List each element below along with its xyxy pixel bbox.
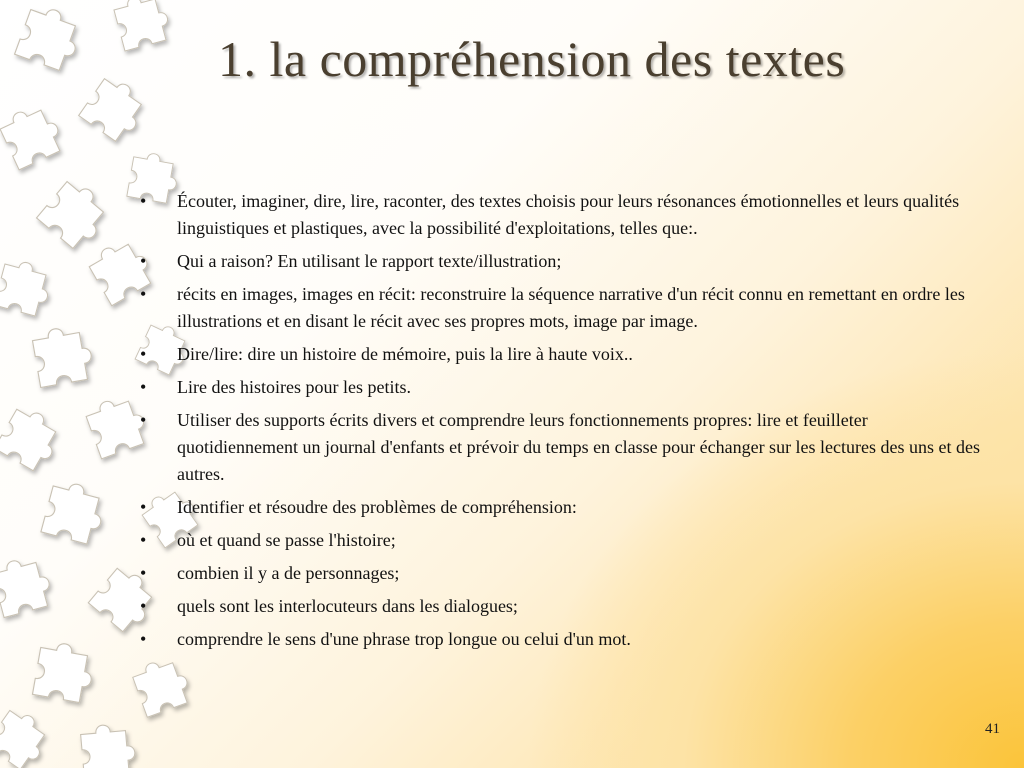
bullet-text: où et quand se passe l'histoire;	[177, 530, 396, 550]
bullet-item	[140, 188, 990, 242]
puzzle-piece-icon	[80, 723, 137, 768]
bullet-text: Lire des histoires pour les petits.	[177, 377, 411, 397]
bullet-icon: •	[140, 344, 147, 364]
slide-title: 1. la compréhension des textes	[218, 31, 846, 87]
bullet-item	[140, 281, 990, 335]
bullet-item	[140, 593, 990, 620]
puzzle-piece-icon	[0, 257, 55, 318]
bullet-icon: •	[140, 497, 147, 517]
puzzle-piece-icon	[31, 323, 95, 387]
bullet-icon: •	[140, 284, 147, 304]
puzzle-piece-icon	[37, 176, 115, 254]
bullet-text: Dire/lire: dire un histoire de mémoire, puis la lire à haute voix..	[177, 344, 633, 364]
bullet-item	[140, 494, 990, 521]
bullet-text: comprendre le sens d'une phrase trop longue ou celui d'un mot.	[177, 629, 631, 649]
bullet-text: Identifier et résoudre des problèmes de compréhension:	[177, 497, 577, 517]
puzzle-piece-icon	[79, 73, 152, 146]
bullet-item	[140, 374, 990, 401]
puzzle-piece-icon	[41, 478, 109, 546]
page-number: 41	[985, 721, 1000, 737]
bullet-text: combien il y a de personnages;	[177, 563, 400, 583]
puzzle-piece-icon	[0, 403, 66, 475]
puzzle-piece-icon	[0, 553, 55, 617]
puzzle-piece-icon	[15, 2, 86, 73]
bullet-icon: •	[140, 596, 147, 616]
bullet-text: Utiliser des supports écrits divers et comprendre leurs fonctionnements propres: lire et feuilleter quotidiennement un journal d'enfants et prévoir du temps en classe pour échanger sur les lectures des uns et des autres.	[177, 410, 981, 484]
puzzle-piece-icon	[0, 705, 54, 768]
puzzle-piece-icon	[32, 640, 96, 704]
puzzle-piece-icon	[130, 654, 193, 717]
bullet-item	[140, 248, 990, 275]
bullet-icon: •	[140, 410, 147, 430]
bullet-icon: •	[140, 563, 147, 583]
bullet-item	[140, 407, 990, 488]
bullet-item	[140, 527, 990, 554]
bullet-text: récits en images, images en récit: reconstruire la séquence narrative d'un récit connu en remettant en ordre les illustrations et en disant le récit avec ses propres mots, image par image.	[177, 284, 965, 331]
bullet-icon: •	[140, 629, 147, 649]
bullet-text: quels sont les interlocuteurs dans les dialogues;	[177, 596, 518, 616]
bullet-icon: •	[140, 191, 147, 211]
bullet-icon: •	[140, 251, 147, 271]
bullet-icon: •	[140, 530, 147, 550]
bullet-item	[140, 341, 990, 368]
bullet-text: Écouter, imaginer, dire, lire, raconter, des textes choisis pour leurs résonances émotionnelles et leurs qualités linguistiques et plastiques, avec la possibilité d'exploitations, telles que:.	[177, 191, 960, 238]
bullet-item	[140, 560, 990, 587]
puzzle-piece-icon	[112, 0, 173, 51]
bullet-text: Qui a raison? En utilisant le rapport texte/illustration;	[177, 251, 562, 271]
puzzle-piece-icon	[0, 100, 67, 170]
bullet-list	[140, 188, 990, 659]
bullet-item	[140, 626, 990, 653]
bullet-icon: •	[140, 377, 147, 397]
